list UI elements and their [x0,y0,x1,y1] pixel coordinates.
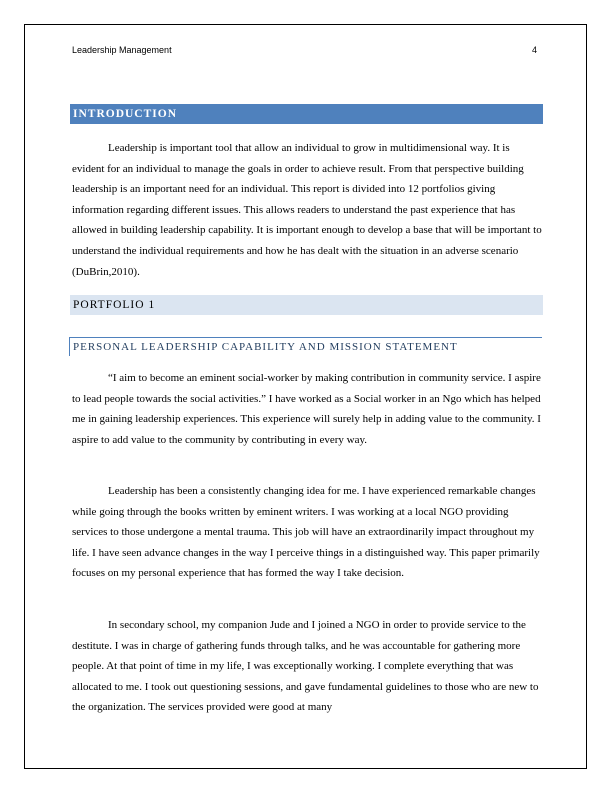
running-header-title: Leadership Management [72,45,172,55]
paragraph-introduction: Leadership is important tool that allow an individual to grow in multidimensional way. It is evident for an individual to manage the goals in order to achieve result. From that perspective building leadership is an important need for an individual. This report is divided into 12 portfolios giving information regarding different issues. This allows readers to understand the past experience that has allowed in building leadership capability. It is important enough to develop a base that will be important to understand the individual requirements and how he has dealt with the situation in an adverse scenario (DuBrin,2010). [72,142,542,278]
paragraph-mission-statement: “I aim to become an eminent social-worker by making contribution in community service. I aspire to lead people towards the social activities.” I have worked as a Social worker in an Ngo which has helped me in gaining leadership experiences. This experience will surely help in adding value to the community. I aspire to add value to the community by contributing in every way. [72,372,541,446]
heading-introduction: INTRODUCTION [70,104,543,124]
heading-personal-leadership: PERSONAL LEADERSHIP CAPABILITY AND MISSION STATEMENT [69,337,542,356]
heading-portfolio-1: PORTFOLIO 1 [70,295,543,315]
paragraph-secondary-school: In secondary school, my companion Jude and I joined a NGO in order to provide service to the destitute. I was in charge of gathering funds through talks, and he was accountable for gathering more people. At that point of time in my life, I was exceptionally working. I complete everything that was allocated to me. I took out questioning sessions, and gave fundamental guidelines to those who are new to the organization. The services provided were good at many [72,619,539,714]
paragraph-changing-idea: Leadership has been a consistently changing idea for me. I have experienced remarkable changes while going through the books written by eminent writers. I was working at a local NGO providing services to those undergone a mental trauma. This job will have an extraordinarily impact throughout my life. I have seen advance changes in the way I perceive things in a distinguished way. This paper primarily focuses on my personal experience that has formed the way I take decision. [72,485,540,580]
page-number: 4 [532,45,538,55]
